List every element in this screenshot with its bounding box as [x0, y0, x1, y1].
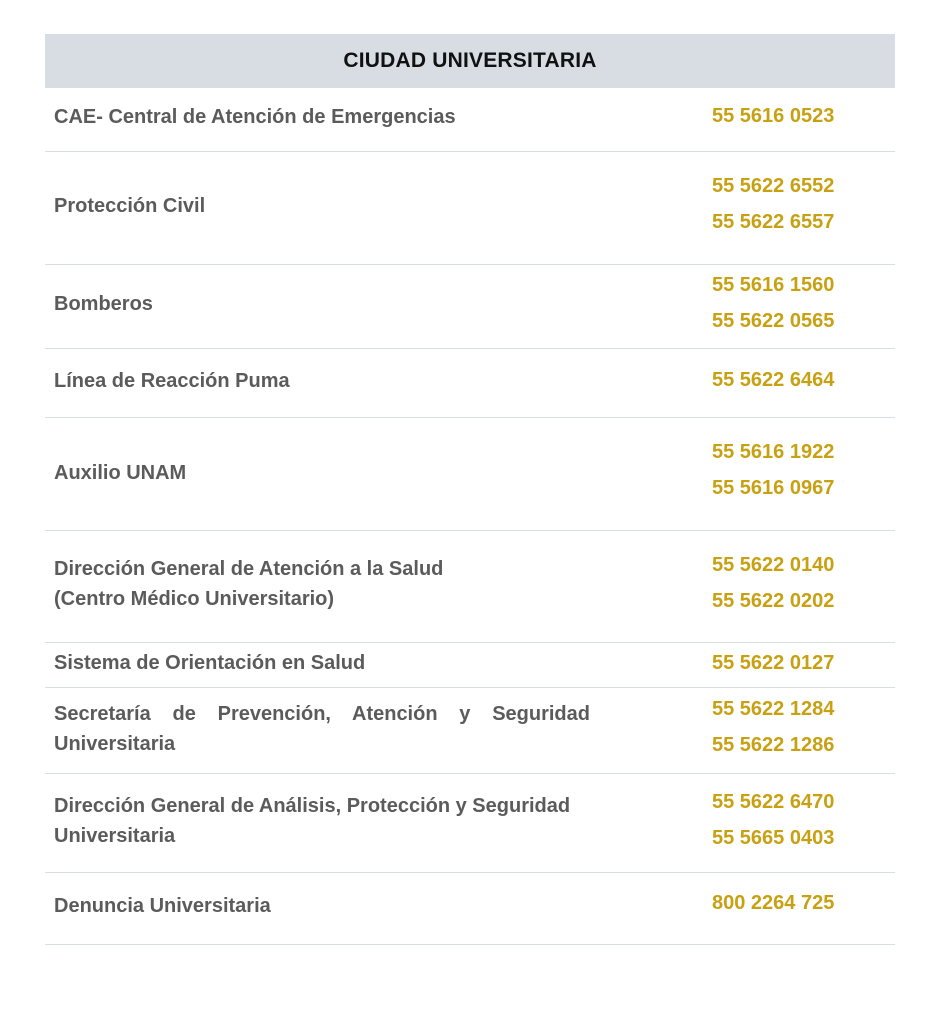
- phone-number[interactable]: 55 5622 6470: [712, 791, 835, 813]
- table-row: [45, 643, 895, 688]
- contact-phones: [712, 267, 872, 339]
- phone-number[interactable]: 55 5616 1560: [712, 274, 835, 296]
- phone-number[interactable]: 55 5622 1284: [712, 698, 835, 720]
- phone-number[interactable]: 55 5622 0127: [712, 652, 835, 674]
- table-row: [45, 873, 895, 945]
- phone-number[interactable]: 800 2264 725: [712, 892, 835, 914]
- contact-name: CAE- Central de Atención de Emergencias: [54, 106, 456, 128]
- emergency-contacts-table: [45, 34, 895, 945]
- contact-name: [54, 791, 639, 851]
- contact-phones: [712, 434, 872, 506]
- table-header: [45, 34, 895, 88]
- contact-phones: [712, 98, 872, 134]
- phone-number[interactable]: 55 5622 0565: [712, 310, 835, 332]
- contact-name: Línea de Reacción Puma: [54, 370, 290, 392]
- contact-name-line: Universitaria: [54, 733, 176, 755]
- contact-name-line: Dirección General de Atención a la Salud: [54, 558, 444, 580]
- contact-name: [54, 699, 639, 759]
- table-row: [45, 349, 895, 418]
- contact-name: Auxilio UNAM: [54, 462, 187, 484]
- contact-phones: [712, 168, 872, 240]
- phone-number[interactable]: 55 5622 6557: [712, 211, 835, 233]
- contact-phones: [712, 362, 872, 398]
- table-row: [45, 152, 895, 265]
- contact-phones: [712, 547, 872, 619]
- table-title: CIUDAD UNIVERSITARIA: [343, 49, 597, 72]
- phone-number[interactable]: 55 5622 0202: [712, 590, 835, 612]
- phone-number[interactable]: 55 5622 6552: [712, 175, 835, 197]
- contact-name-line: Secretaría de Prevención, Atención y Seguridad: [54, 703, 590, 725]
- contact-name-line: (Centro Médico Universitario): [54, 588, 335, 610]
- table-row: [45, 88, 895, 152]
- table-row: [45, 418, 895, 531]
- phone-number[interactable]: 55 5622 6464: [712, 369, 835, 391]
- contact-name: Sistema de Orientación en Salud: [54, 652, 366, 674]
- phone-number[interactable]: 55 5616 0967: [712, 477, 835, 499]
- phone-number[interactable]: 55 5616 0523: [712, 105, 835, 127]
- contact-name: Protección Civil: [54, 195, 206, 217]
- contact-name: Denuncia Universitaria: [54, 895, 271, 917]
- phone-number[interactable]: 55 5622 0140: [712, 554, 835, 576]
- table-row: [45, 774, 895, 873]
- table-row: [45, 688, 895, 774]
- phone-number[interactable]: 55 5665 0403: [712, 827, 835, 849]
- phone-number[interactable]: 55 5622 1286: [712, 734, 835, 756]
- contact-phones: [712, 784, 872, 856]
- contact-name: Bomberos: [54, 293, 153, 315]
- contact-phones: [712, 885, 872, 921]
- contact-name: [54, 554, 639, 614]
- contact-phones: [712, 691, 872, 763]
- contact-name-line: Universitaria: [54, 825, 176, 847]
- contact-phones: [712, 645, 872, 681]
- table-row: [45, 265, 895, 349]
- contact-name-line: Dirección General de Análisis, Protección y Seguridad: [54, 795, 571, 817]
- phone-number[interactable]: 55 5616 1922: [712, 441, 835, 463]
- table-row: [45, 531, 895, 643]
